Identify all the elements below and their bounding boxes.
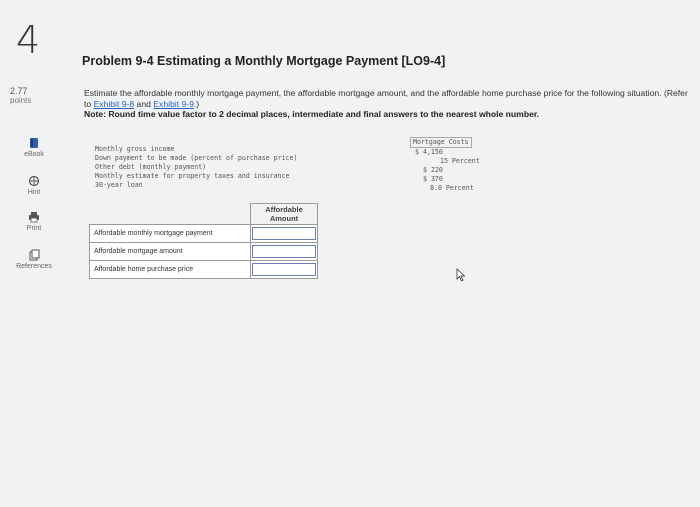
data-values bbox=[410, 137, 490, 193]
points-value: 2.77 bbox=[10, 86, 28, 96]
row-label: Affordable mortgage amount bbox=[90, 243, 251, 261]
data-label: 30-year loan bbox=[95, 181, 143, 189]
table-row bbox=[90, 225, 318, 243]
mortgage-amount-input[interactable] bbox=[252, 245, 316, 258]
table-row bbox=[90, 261, 318, 279]
answer-table-header-row bbox=[90, 204, 318, 225]
row-label: Affordable monthly mortgage payment bbox=[90, 225, 251, 243]
data-value: $ 220 bbox=[423, 166, 443, 174]
data-label: Monthly estimate for property taxes and insurance bbox=[95, 172, 290, 180]
mouse-cursor-icon bbox=[456, 268, 466, 282]
hint-label: Hint bbox=[27, 189, 41, 196]
instruction-text-end: .) bbox=[193, 98, 200, 109]
references-button[interactable] bbox=[14, 249, 54, 270]
print-icon bbox=[28, 211, 40, 223]
instruction-text-mid: and bbox=[134, 98, 154, 109]
ebook-label: eBook bbox=[24, 151, 44, 158]
ebook-button[interactable] bbox=[14, 137, 54, 158]
hint-icon bbox=[28, 175, 40, 187]
ebook-icon bbox=[28, 137, 40, 149]
references-icon bbox=[28, 249, 40, 261]
rounding-note: Note: Round time value factor to 2 decimal places, intermediate and final answers to the nearest whole number. bbox=[84, 109, 540, 119]
data-label: Monthly gross income bbox=[95, 145, 175, 153]
data-label: Down payment to be made (percent of purchase price) bbox=[95, 154, 298, 162]
problem-title: Problem 9-4 Estimating a Monthly Mortgage Payment [LO9-4] bbox=[82, 54, 446, 68]
affordable-amount-header: Affordable Amount bbox=[251, 204, 318, 225]
print-label: Print bbox=[26, 225, 42, 232]
hint-button[interactable] bbox=[14, 175, 54, 196]
question-number: 4 bbox=[16, 18, 41, 62]
print-button[interactable] bbox=[14, 211, 54, 232]
table-row bbox=[90, 243, 318, 261]
data-value: $ 370 bbox=[423, 175, 443, 183]
data-value: $ 4,150 bbox=[415, 148, 443, 156]
exhibit-9-9-link[interactable]: Exhibit 9-9 bbox=[153, 98, 194, 109]
data-labels bbox=[95, 145, 395, 190]
data-value: 15 Percent bbox=[440, 157, 480, 165]
instruction-text: Estimate the affordable monthly mortgage payment, the affordable mortgage amount, and the affordable home purchase price for the following situation. (Refer to bbox=[84, 88, 688, 109]
row-label: Affordable home purchase price bbox=[90, 261, 251, 279]
answer-table bbox=[89, 203, 318, 279]
purchase-price-input[interactable] bbox=[252, 263, 316, 276]
references-label: References bbox=[16, 263, 52, 270]
problem-instructions bbox=[84, 88, 689, 120]
data-label: Other debt (monthly payment) bbox=[95, 163, 207, 171]
mortgage-costs-header: Mortgage Costs bbox=[410, 137, 472, 148]
data-value: 8.0 Percent bbox=[430, 184, 474, 192]
points-label: points bbox=[10, 96, 32, 105]
monthly-payment-input[interactable] bbox=[252, 227, 316, 240]
exhibit-9-8-link[interactable]: Exhibit 9-8 bbox=[93, 98, 135, 109]
